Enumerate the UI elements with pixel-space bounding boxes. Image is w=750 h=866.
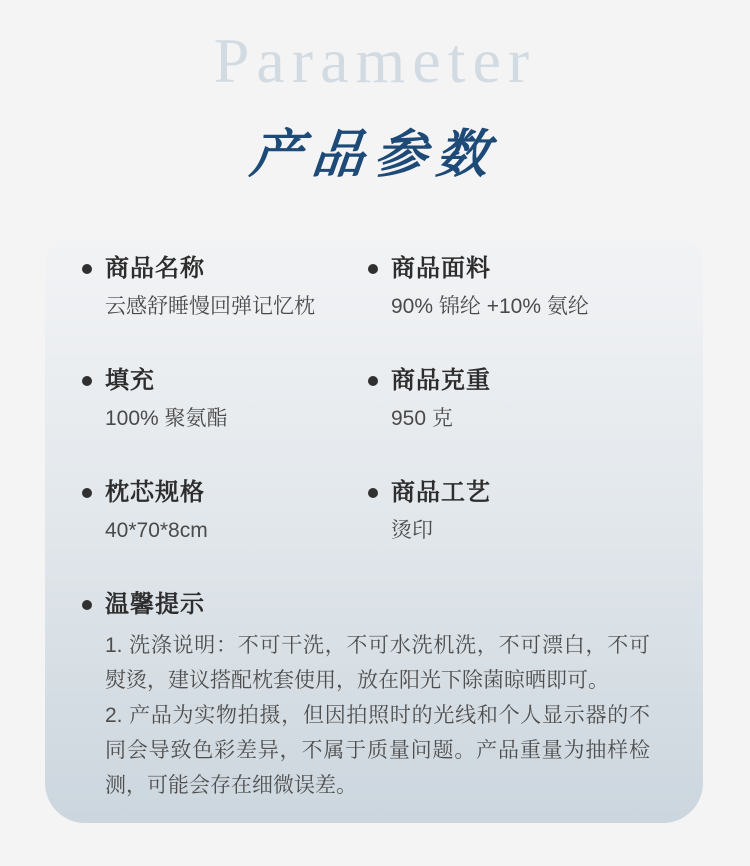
spec-text: [391, 254, 589, 320]
spec-value: 90% 锦纶 +10% 氨纶: [391, 295, 589, 318]
bullet-icon: [82, 600, 92, 610]
spec-label: 商品克重: [391, 368, 491, 394]
spec-label: 商品名称: [105, 256, 205, 282]
bullet-icon: [82, 264, 92, 274]
tips-paragraph-washing: 1. 洗涤说明：不可干洗，不可水洗机洗，不可漂白，不可熨烫，建议搭配枕套使用，放在阳光下除菌晾晒即可。: [105, 634, 650, 692]
tips-paragraph-color: 2. 产品为实物拍摄，但因拍照时的光线和个人显示器的不同会导致色彩差异，不属于质量问题。产品重量为抽样检测，可能会存在细微误差。: [105, 704, 650, 797]
spec-text: [105, 366, 228, 432]
spec-item-product-name: [82, 254, 368, 320]
spec-item-weight: [368, 366, 667, 432]
spec-text: [105, 478, 208, 544]
bullet-icon: [368, 376, 378, 386]
spec-item-filling: [82, 366, 368, 432]
spec-value: 40*70*8cm: [105, 519, 208, 542]
spec-label: 商品工艺: [391, 480, 491, 506]
spec-item-size: [82, 478, 368, 544]
spec-text: [105, 254, 315, 320]
spec-label: 枕芯规格: [105, 480, 205, 506]
spec-value: 烫印: [391, 519, 433, 542]
tips-header: [82, 590, 667, 620]
tips-body: [82, 628, 650, 803]
bullet-icon: [368, 264, 378, 274]
tips-label: 温馨提示: [105, 592, 205, 618]
bullet-icon: [82, 376, 92, 386]
spec-label: 填充: [105, 368, 155, 394]
bullet-icon: [82, 488, 92, 498]
spec-grid: [82, 254, 667, 544]
spec-value: 950 克: [391, 407, 453, 430]
bullet-icon: [368, 488, 378, 498]
spec-value: 100% 聚氨酯: [105, 407, 228, 430]
parameter-card: [45, 240, 703, 823]
spec-text: [391, 478, 491, 544]
page-title-english: Parameter: [213, 25, 537, 96]
spec-item-fabric: [368, 254, 667, 320]
spec-value: 云感舒睡慢回弹记忆枕: [105, 295, 315, 318]
spec-text: [391, 366, 491, 432]
tips-section: [82, 590, 667, 803]
spec-label: 商品面料: [391, 256, 491, 282]
page-title-chinese: 产品参数: [247, 127, 502, 184]
spec-item-craft: [368, 478, 667, 544]
